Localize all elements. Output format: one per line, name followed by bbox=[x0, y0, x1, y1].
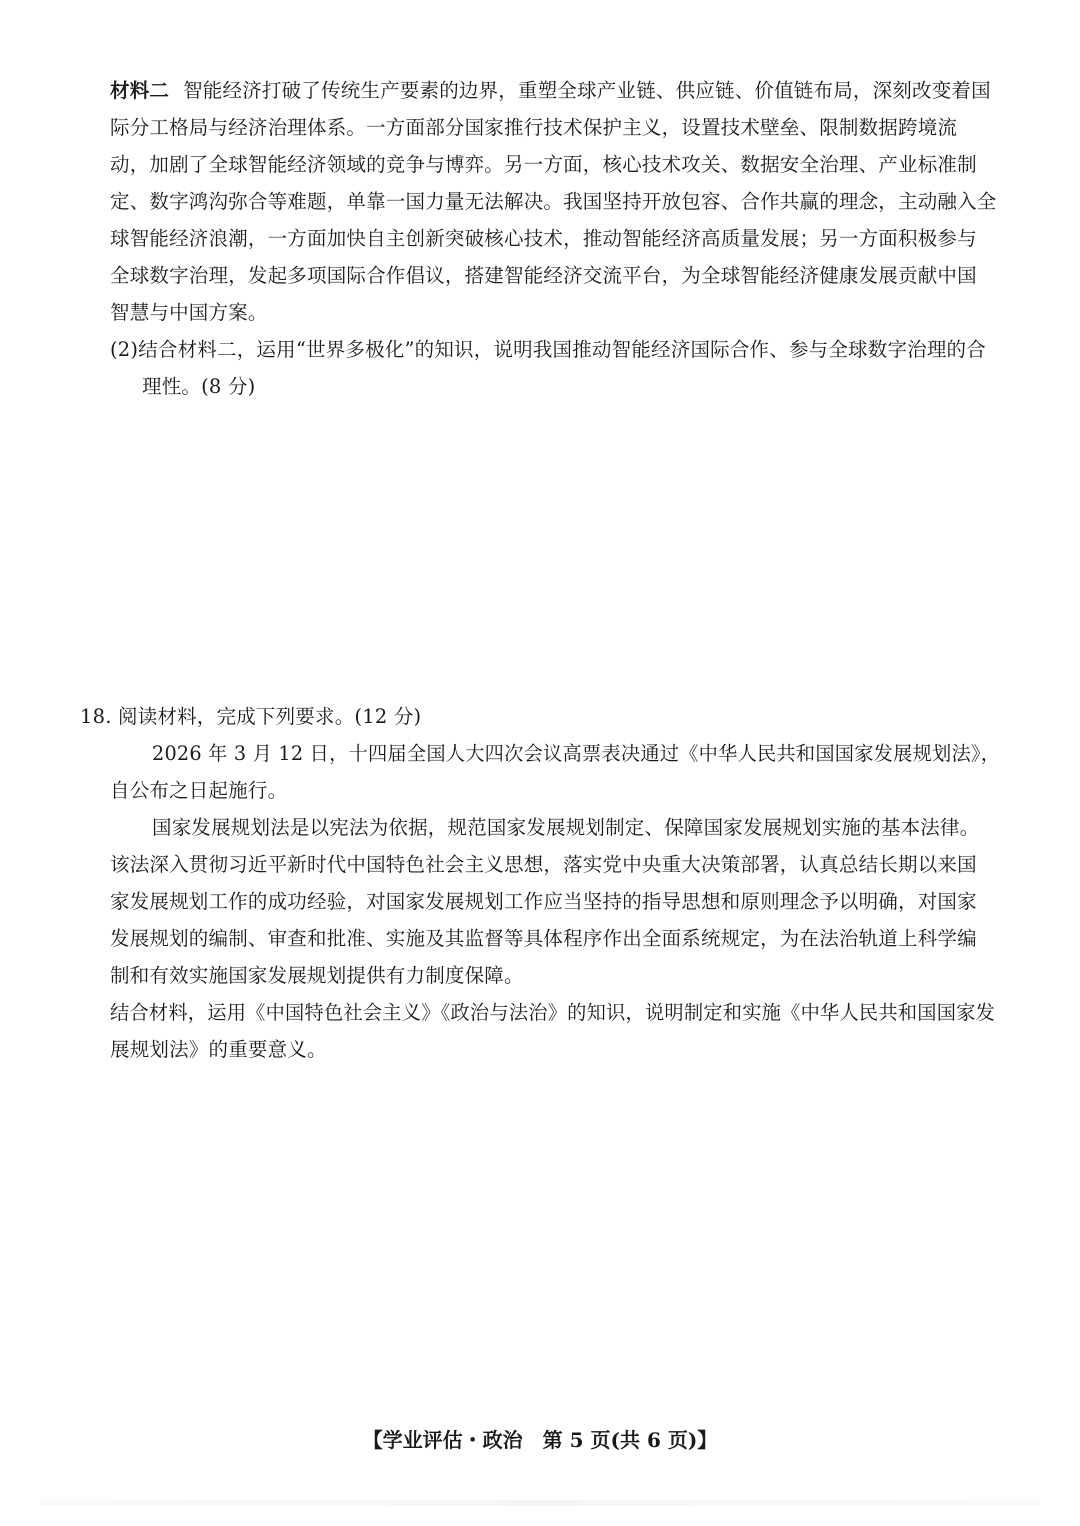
material2-line-4: 定、数字鸿沟弥合等难题，单靠一国力量无法解决。我国坚持开放包容、合作共赢的理念，主动融入全 bbox=[110, 190, 997, 213]
material2-text-1: 智能经济打破了传统生产要素的边界，重塑全球产业链、供应链、价值链布局，深刻改变着国 bbox=[183, 79, 991, 102]
material2-line-3: 动，加剧了全球智能经济领域的竞争与博弈。另一方面，核心技术攻关、数据安全治理、产业标准制 bbox=[110, 153, 977, 176]
question18-prompt-line-2: 展规划法》的重要意义。 bbox=[110, 1038, 327, 1061]
page-footer: 【学业评估・政治 第 5 页(共 6 页)】 bbox=[362, 1428, 718, 1452]
question2-line-1: (2)结合材料二，运用“世界多极化”的知识，说明我国推动智能经济国际合作、参与全球数字治理的合 bbox=[110, 338, 986, 361]
question18-para1-line-1: 2026 年 3 月 12 日，十四届全国人大四次会议高票表决通过《中华人民共和国国家发展规划法》， bbox=[152, 742, 1001, 765]
material2-line-2: 际分工格局与经济治理体系。一方面部分国家推行技术保护主义，设置技术壁垒、限制数据跨境流 bbox=[110, 116, 958, 139]
material2-label: 材料二 bbox=[110, 79, 170, 102]
question18-para2-line-2: 该法深入贯彻习近平新时代中国特色社会主义思想，落实党中央重大决策部署，认真总结长期以来国 bbox=[110, 853, 977, 876]
material2-line-1 bbox=[110, 76, 991, 106]
question18-prompt-line-1: 结合材料，运用《中国特色社会主义》《政治与法治》的知识，说明制定和实施《中华人民共和国国家发 bbox=[110, 1001, 996, 1024]
question18-para2-line-4: 发展规划的编制、审查和批准、实施及其监督等具体程序作出全面系统规定，为在法治轨道上科学编 bbox=[110, 927, 977, 950]
material2-line-5: 球智能经济浪潮，一方面加快自主创新突破核心技术，推动智能经济高质量发展；另一方面积极参与 bbox=[110, 227, 977, 250]
question18-heading: 18. 阅读材料，完成下列要求。(12 分) bbox=[80, 705, 422, 728]
question2-line-2: 理性。(8 分) bbox=[142, 375, 256, 398]
question18-para2-line-1: 国家发展规划法是以宪法为依据，规范国家发展规划制定、保障国家发展规划实施的基本法律。 bbox=[152, 816, 980, 839]
material2-line-6: 全球数字治理，发起多项国际合作倡议，搭建智能经济交流平台，为全球智能经济健康发展贡献中国 bbox=[110, 264, 977, 287]
question18-para2-line-3: 家发展规划工作的成功经验，对国家发展规划工作应当坚持的指导思想和原则理念予以明确，对国家 bbox=[110, 890, 977, 913]
question18-para1-line-2: 自公布之日起施行。 bbox=[110, 779, 288, 802]
question18-para2-line-5: 制和有效实施国家发展规划提供有力制度保障。 bbox=[110, 964, 524, 987]
material2-line-7: 智慧与中国方案。 bbox=[110, 301, 268, 324]
scan-shadow bbox=[40, 1500, 1040, 1506]
